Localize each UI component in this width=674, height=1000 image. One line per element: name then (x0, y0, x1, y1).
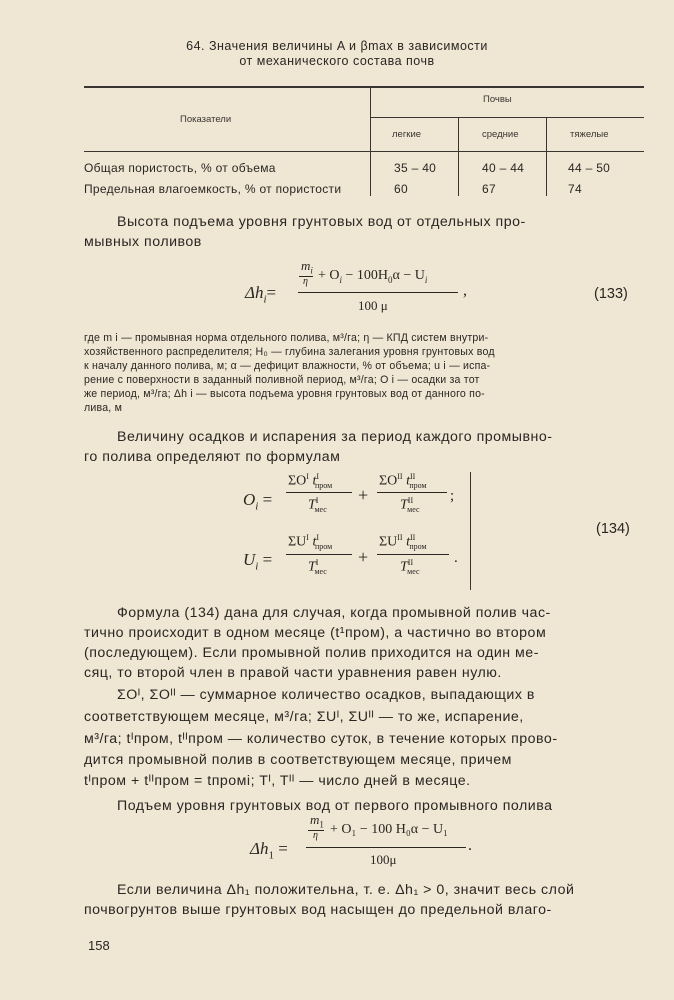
paragraph-line: Высота подъема уровня грунтовых вод от отдельных про- (117, 214, 526, 230)
eq-u-lhs: U (243, 550, 256, 569)
eq-sum-o2: ΣO (379, 473, 398, 489)
paragraph-line: Подъем уровня грунтовых вод от первого промывного полива (117, 798, 553, 814)
header-params: Показатели (180, 114, 232, 125)
eq-eta: η (313, 830, 318, 841)
header-soil-light: легкие (392, 129, 422, 140)
table-cell: 44 – 50 (568, 161, 611, 175)
eq-fraction-line (377, 492, 447, 493)
header-soils: Почвы (483, 94, 512, 105)
eq-equals: = (262, 490, 273, 509)
table-soils-rule (370, 117, 644, 118)
paragraph-line: tᴵпром + tᴵᴵпром = tпромi; Tᴵ, Tᴵᴵ — число дней в месяце. (84, 773, 471, 789)
table-header-rule (84, 151, 644, 152)
definitions-line: к началу данного полива, м; α — дефицит влажности, % от объема; u i — испа- (84, 360, 491, 372)
definitions-line: же период, м³/га; Δh i — высота подъема уровня грунтовых вод от данного по- (84, 388, 485, 400)
eq-100h: − 100H (345, 268, 389, 283)
table-row-label: Предельная влагоемкость, % от пористости (84, 182, 342, 196)
eq-m: m (310, 812, 320, 827)
definitions-line: где m i — промывная норма отдельного полива, м³/га; η — КПД систем внутри- (84, 332, 489, 344)
table-vrule-2 (458, 117, 459, 196)
table-caption-line1: 64. Значения величины A и βmax в зависимости (186, 39, 488, 53)
header-soil-heavy: тяжелые (570, 129, 609, 140)
table-cell: 74 (568, 182, 582, 196)
definitions-line: лива, м (84, 402, 123, 414)
eq-fraction-line (306, 847, 466, 848)
eq-plus: + (358, 547, 369, 567)
table-cell: 35 – 40 (394, 161, 437, 175)
eq-sub: i (310, 265, 313, 276)
eq-period: . (468, 837, 472, 854)
eq-plus: + (358, 485, 369, 505)
paragraph-line: (последующем). Если промывной полив приходится на один ме- (84, 645, 539, 661)
eq-brace (470, 472, 471, 590)
eq-fraction-line (298, 292, 458, 293)
eq-sub: 1 (268, 849, 274, 862)
paragraph-line: мывных поливов (84, 234, 202, 250)
table-caption-line2: от механического состава почв (239, 54, 435, 68)
eq-fraction-line (286, 492, 352, 493)
eq-equals: = (262, 550, 273, 569)
paragraph-line: сяц, то второй член в правой части уравнения равен нулю. (84, 665, 502, 681)
eq-fraction-line (286, 554, 352, 555)
eq-denominator: 100μ (370, 852, 397, 867)
page-number: 158 (88, 938, 110, 953)
table-vrule-main (370, 86, 371, 196)
table-cell: 67 (482, 182, 496, 196)
paragraph-line: тично происходит в одном месяце (t¹пром), а частично во втором (84, 625, 547, 641)
header-soil-medium: средние (482, 129, 519, 140)
table-row-label: Общая пористость, % от объема (84, 161, 276, 175)
table-cell: 40 – 44 (482, 161, 525, 175)
equation-number: (133) (594, 286, 628, 302)
paragraph-line: Величину осадков и испарения за период каждого промывно- (117, 429, 553, 445)
eq-alpha-u: α − U (392, 268, 425, 283)
paragraph-line: дится промывной полив в соответствующем месяце, причем (84, 752, 512, 768)
eq-comma: , (463, 282, 467, 299)
eq-sum-u1: ΣU (288, 534, 307, 550)
paragraph-line: м³/га; tᴵпром, tᴵᴵпром — количество суток, в течение которых прово- (84, 731, 558, 747)
table-vrule-3 (546, 117, 547, 196)
table-cell: 60 (394, 182, 408, 196)
eq-numerator: + O₁ − 100 H₀α − U₁ (330, 822, 448, 837)
eq-sub: i (424, 274, 428, 285)
eq-sum-u2: ΣU (379, 534, 398, 550)
eq-lhs: Δh (250, 839, 269, 858)
eq-sub: i (255, 560, 259, 573)
eq-sub: i (255, 500, 259, 513)
eq-sub: i (339, 274, 343, 285)
eq-denominator: 100 μ (358, 298, 388, 313)
paragraph-line: соответствующем месяце, м³/га; ΣUᴵ, ΣUᴵᴵ — то же, испарение, (84, 709, 524, 725)
eq-sum-o1: ΣO (288, 473, 307, 489)
eq-o-lhs: O (243, 490, 256, 509)
eq-plus-o: + O (318, 268, 340, 283)
paragraph-line: почвогрунтов выше грунтовых вод насыщен до предельной влаго- (84, 902, 552, 918)
paragraph-line: Если величина Δh₁ положительна, т. е. Δh₁ > 0, значит весь слой (117, 882, 575, 898)
equation-number: (134) (596, 521, 630, 537)
eq-eta: η (303, 276, 308, 287)
eq-lhs: Δh (245, 283, 264, 302)
table-top-rule (84, 86, 644, 88)
definitions-line: хозяйственного распределителя; H₀ — глубина залегания уровня грунтовых вод (84, 346, 495, 358)
eq-fraction-line (377, 554, 449, 555)
eq-period: . (454, 550, 458, 566)
eq-sub: i (263, 293, 267, 306)
paragraph-line: Формула (134) дана для случая, когда промывной полив час- (117, 605, 551, 621)
definitions-line: рение с поверхности в заданный поливной период, м³/га; O i — осадки за тот (84, 374, 480, 386)
eq-semicolon: ; (450, 488, 455, 504)
eq-m: m (301, 258, 311, 273)
paragraph-line: ΣOᴵ, ΣOᴵᴵ — суммарное количество осадков, выпадающих в (117, 687, 535, 703)
paragraph-line: го полива определяют по формулам (84, 449, 341, 465)
